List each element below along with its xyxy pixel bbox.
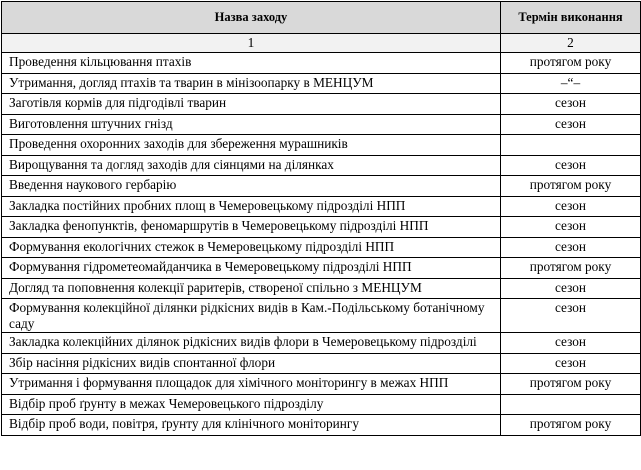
activity-term: сезон bbox=[501, 278, 641, 299]
activity-name: Закладка колекційних ділянок рідкісних видів флори в Чемеровецькому підрозділі bbox=[2, 333, 501, 354]
activity-name: Формування колекційної ділянки рідкісних видів в Кам.-Подільському ботанічному саду bbox=[2, 299, 501, 333]
activity-term bbox=[501, 135, 641, 156]
activities-table bbox=[1, 1, 641, 436]
table-row bbox=[2, 394, 641, 415]
activity-term: сезон bbox=[501, 196, 641, 217]
activity-name: Закладка постійних пробних площ в Чемеровецькому підрозділі НПП bbox=[2, 196, 501, 217]
activity-name: Утримання і формування площадок для хімічного моніторингу в межах НПП bbox=[2, 374, 501, 395]
activity-name: Відбір проб води, повітря, ґрунту для клінічного моніторингу bbox=[2, 415, 501, 436]
column-number-name: 1 bbox=[2, 34, 501, 53]
column-number-row bbox=[2, 34, 641, 53]
table-row bbox=[2, 155, 641, 176]
activity-name: Введення наукового гербарію bbox=[2, 176, 501, 197]
table-row bbox=[2, 196, 641, 217]
activity-term: сезон bbox=[501, 155, 641, 176]
table-row bbox=[2, 415, 641, 436]
column-number-term: 2 bbox=[501, 34, 641, 53]
activity-term: сезон bbox=[501, 237, 641, 258]
activity-term: протягом року bbox=[501, 374, 641, 395]
table-row bbox=[2, 94, 641, 115]
activity-name: Закладка фенопунктів, феномаршрутів в Чемеровецькому підрозділі НПП bbox=[2, 217, 501, 238]
table-row bbox=[2, 333, 641, 354]
activity-term: сезон bbox=[501, 333, 641, 354]
table-body bbox=[2, 53, 641, 436]
header-term: Термін виконання bbox=[501, 2, 641, 34]
table-row bbox=[2, 374, 641, 395]
table-row bbox=[2, 237, 641, 258]
table-row bbox=[2, 176, 641, 197]
activity-term: протягом року bbox=[501, 258, 641, 279]
table-row bbox=[2, 73, 641, 94]
activity-term: сезон bbox=[501, 299, 641, 333]
activity-name: Збір насіння рідкісних видів спонтанної флори bbox=[2, 353, 501, 374]
table-row bbox=[2, 53, 641, 74]
activity-term bbox=[501, 394, 641, 415]
activity-term: протягом року bbox=[501, 53, 641, 74]
table-row bbox=[2, 217, 641, 238]
header-name: Назва заходу bbox=[2, 2, 501, 34]
activity-name: Відбір проб ґрунту в межах Чемеровецького підрозділу bbox=[2, 394, 501, 415]
activity-term: сезон bbox=[501, 94, 641, 115]
table-row bbox=[2, 278, 641, 299]
table-row bbox=[2, 299, 641, 333]
activity-name: Виготовлення штучних гнізд bbox=[2, 114, 501, 135]
activity-term: протягом року bbox=[501, 415, 641, 436]
activity-term: сезон bbox=[501, 114, 641, 135]
activity-name: Заготівля кормів для підгодівлі тварин bbox=[2, 94, 501, 115]
activity-name: Формування екологічних стежок в Чемеровецькому підрозділі НПП bbox=[2, 237, 501, 258]
table-header-row bbox=[2, 2, 641, 34]
activity-term: –“– bbox=[501, 73, 641, 94]
activity-name: Вирощування та догляд заходів для сіянцями на ділянках bbox=[2, 155, 501, 176]
activity-term: протягом року bbox=[501, 176, 641, 197]
table-row bbox=[2, 353, 641, 374]
table-row bbox=[2, 258, 641, 279]
activity-term: сезон bbox=[501, 217, 641, 238]
activity-name: Проведення кільцювання птахів bbox=[2, 53, 501, 74]
activity-name: Догляд та поповнення колекції раритерів, створеної спільно з МЕНЦУМ bbox=[2, 278, 501, 299]
activity-name: Формування гідрометеомайданчика в Чемеровецькому підрозділі НПП bbox=[2, 258, 501, 279]
activity-name: Утримання, догляд птахів та тварин в мінізоопарку в МЕНЦУМ bbox=[2, 73, 501, 94]
activity-term: сезон bbox=[501, 353, 641, 374]
table-row bbox=[2, 135, 641, 156]
table-row bbox=[2, 114, 641, 135]
activity-name: Проведення охоронних заходів для збереження мурашників bbox=[2, 135, 501, 156]
